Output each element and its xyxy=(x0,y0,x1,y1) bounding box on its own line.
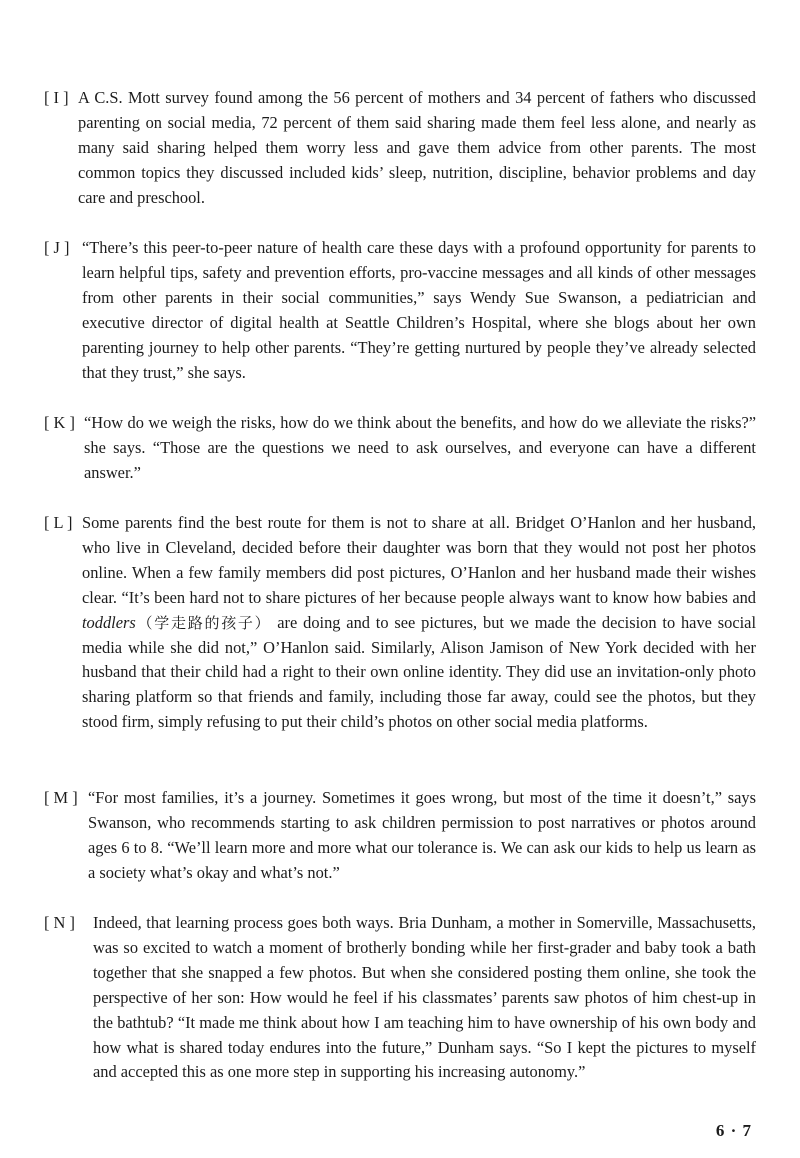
paragraph-text-l-before: Some parents find the best route for them is not to share at all. Bridget O’Hanlon and her husband, who live in Cleveland, decided before their daughter was born that they would not post her photos online. When a few family members did post pictures, O’Hanlon and her husband made their wishes clear. “It’s been hard not to share pictures of her because people always want to know how babies and xyxy=(82,513,756,607)
paragraph-marker-j: [ J ] xyxy=(44,238,70,257)
paragraph-m xyxy=(44,786,756,886)
paragraph-l xyxy=(44,511,756,735)
vocabulary-term: toddlers xyxy=(82,612,136,632)
paragraph-k xyxy=(44,411,756,486)
page-number: 6 · 7 xyxy=(715,1121,752,1140)
paragraph-i xyxy=(44,86,756,211)
vocabulary-gloss: （学走路的孩子） xyxy=(135,613,272,632)
paragraph-text-l-after: are doing and to see pictures, but we made the decision to have social media while she did not,” O’Hanlon said. Similarly, Alison Jamison of New York decided with her husband that their child had a right to their own online identity. They did use an invitation-only photo sharing platform so that friends and family, including those far away, could see the photos, but they stood firm, simply refusing to put their child’s photos on other social media platforms. xyxy=(82,612,756,732)
paragraph-text-n: Indeed, that learning process goes both ways. Bria Dunham, a mother in Somerville, Massachusetts, was so excited to watch a moment of brotherly bonding while her first-grader and baby took a bath together that she snapped a few photos. But when she considered posting them online, she took the perspective of her son: How would he feel if his classmates’ parents saw photos of him chest-up in the bathtub? “It made me think about how I am teaching him to have ownership of his own body and how what is shared today endures into the future,” Dunham says. “So I kept the pictures to myself and accepted this as one more step in supporting his increasing autonomy.” xyxy=(93,913,756,1082)
paragraph-j xyxy=(44,236,756,385)
paragraph-marker-n: [ N ] xyxy=(44,913,75,932)
paragraph-text-l xyxy=(44,511,756,735)
paragraph-marker-k: [ K ] xyxy=(44,413,75,432)
paragraph-text-j: “There’s this peer-to-peer nature of health care these days with a profound opportunity for parents to learn helpful tips, safety and prevention efforts, pro-vaccine messages and all kinds of other messages from other parents in their social communities,” says Wendy Sue Swanson, a pediatrician and executive director of digital health at Seattle Children’s Hospital, where she blogs about her own parenting journey to help other parents. “They’re getting nurtured by people they’ve already selected that they trust,” she says. xyxy=(82,238,756,382)
paragraph-marker-l: [ L ] xyxy=(44,513,73,532)
paragraph-text-i: A C.S. Mott survey found among the 56 percent of mothers and 34 percent of fathers who discussed parenting on social media, 72 percent of them said sharing made them feel less alone, and nearly as many said sharing helped them worry less and gave them advice from other parents. The most common topics they discussed included kids’ sleep, nutrition, discipline, behavior problems and day care and preschool. xyxy=(78,88,756,207)
paragraph-marker-m: [ M ] xyxy=(44,788,78,807)
paragraph-text-m: “For most families, it’s a journey. Sometimes it goes wrong, but most of the time it doesn’t,” says Swanson, who recommends starting to ask children permission to post narratives or photos around ages 6 to 8. “We’ll learn more and more what our tolerance is. We can ask our kids to help us learn as a society what’s okay and what’s not.” xyxy=(88,788,756,882)
paragraph-text-k: “How do we weigh the risks, how do we think about the benefits, and how do we alleviate the risks?” she says. “Those are the questions we need to ask ourselves, and everyone can have a different answer.” xyxy=(84,413,756,482)
paragraph-marker-i: [ I ] xyxy=(44,88,69,107)
paragraph-n xyxy=(44,911,756,1085)
